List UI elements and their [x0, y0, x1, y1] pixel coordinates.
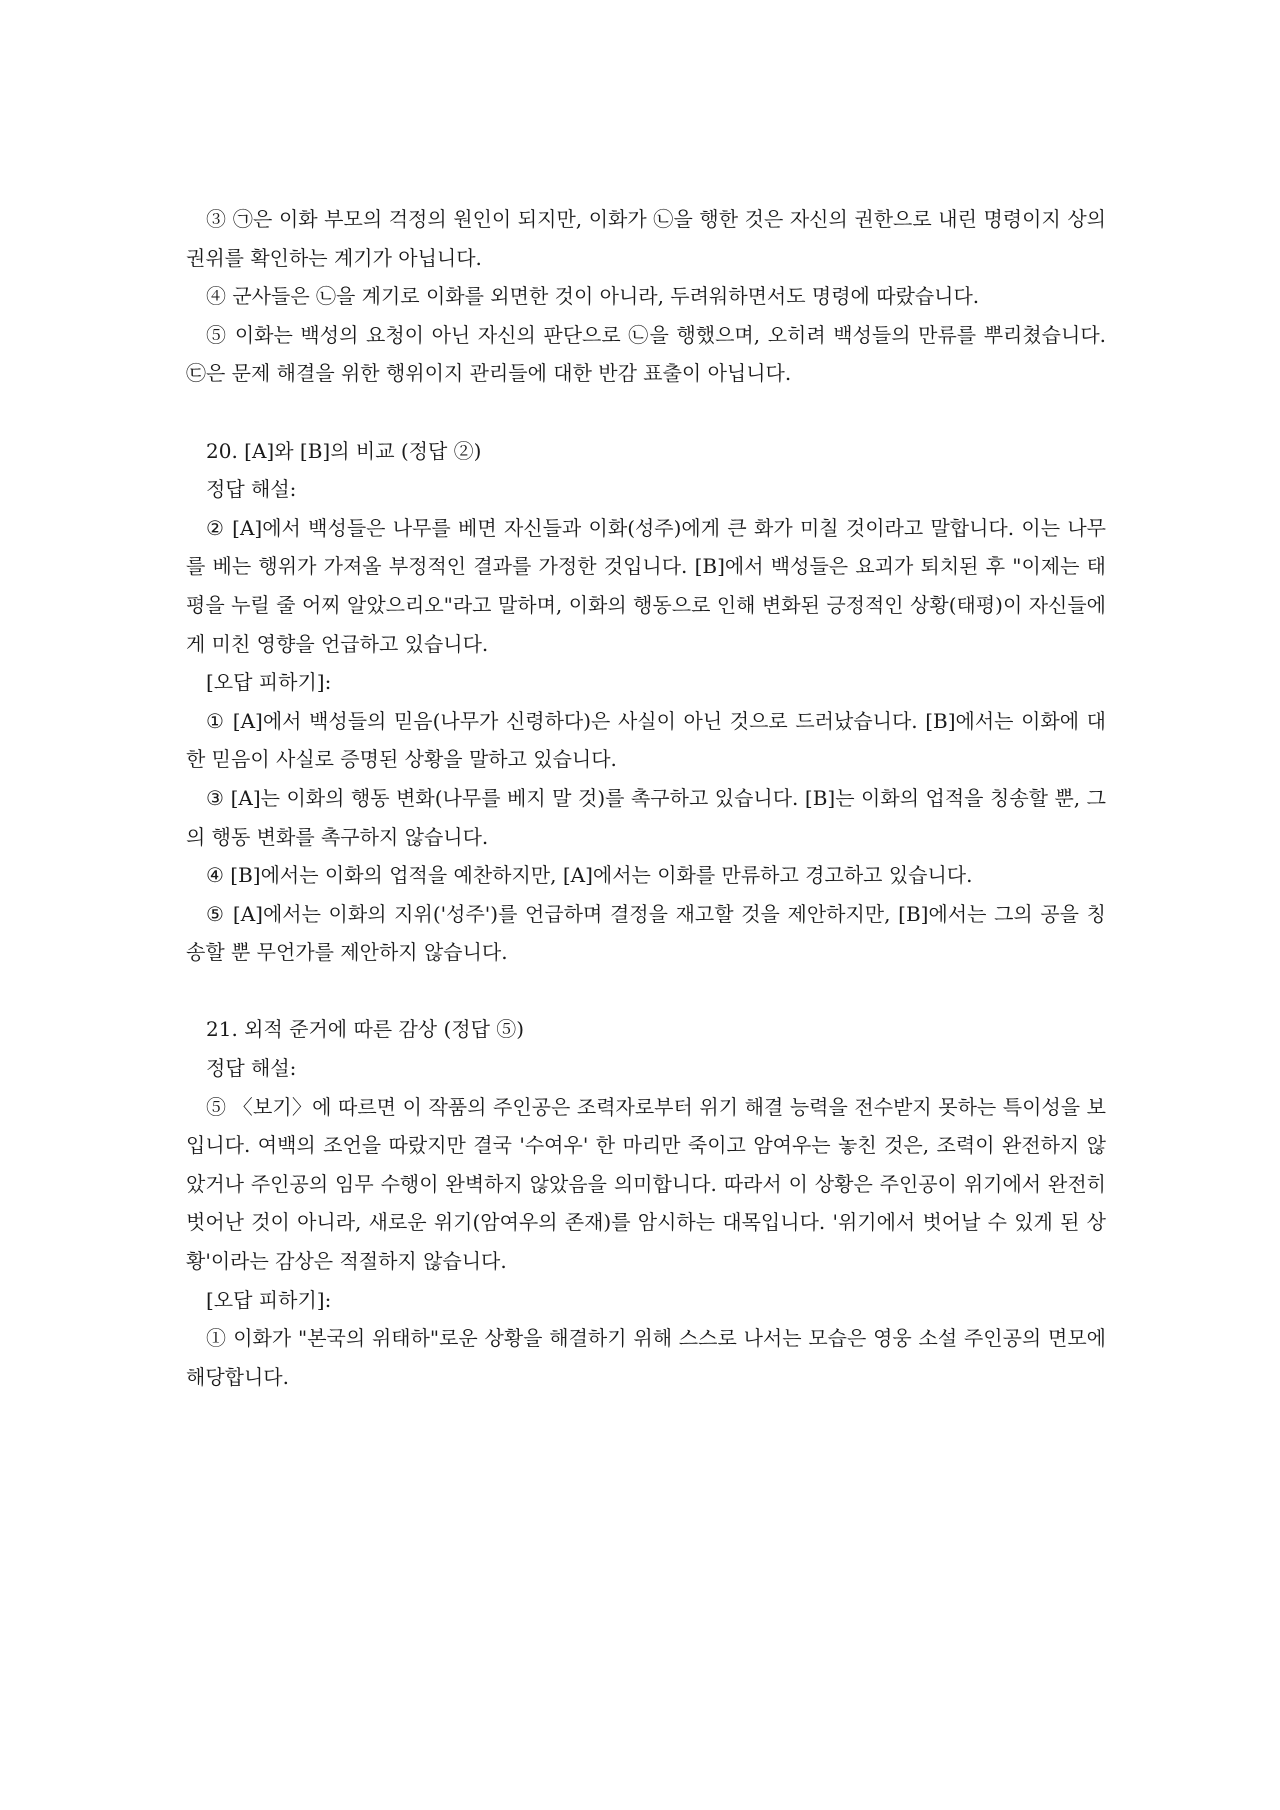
correct-answer-explanation: ⑤ 〈보기〉에 따르면 이 작품의 주인공은 조력자로부터 위기 해결 능력을 전수받지 못하는 특이성을 보입니다. 여백의 조언을 따랐지만 결국 '수여우' 한 마리만 죽이고 암여우는 놓친 것은, 조력이 완전하지 않았거나 주인공의 임무 수행이 완벽하지 않았음을 의미합니다. 따라서 이 상황은 주인공이 위기에서 완전히 벗어난 것이 아니라, 새로운 위기(암여우의 존재)를 암시하는 대목입니다. '위기에서 벗어날 수 있게 된 상황'이라는 감상은 적절하지 않습니다. [186, 1094, 1106, 1274]
document-page [186, 200, 1106, 1396]
wrong-answers-label: [오답 피하기]: [206, 670, 332, 695]
question-20-heading: 20. [A]와 [B]의 비교 (정답 ②) [206, 438, 482, 463]
correct-answer-explanation: ② [A]에서 백성들은 나무를 베면 자신들과 이화(성주)에게 큰 화가 미칠 것이라고 말합니다. 이는 나무를 베는 행위가 가져올 부정적인 결과를 가정한 것입니다. [B]에서 백성들은 요괴가 퇴치된 후 "이제는 태평을 누릴 줄 어찌 알았으리오"라고 말하며, 이화의 행동으로 인해 변화된 긍정적인 상황(태평)이 자신들에게 미친 영향을 언급하고 있습니다. [186, 515, 1106, 656]
question-21-heading: 21. 외적 준거에 따른 감상 (정답 ⑤) [206, 1017, 525, 1042]
wrong-answer-5: ⑤ [A]에서는 이화의 지위('성주')를 언급하며 결정을 재고할 것을 제안하지만, [B]에서는 그의 공을 칭송할 뿐 무언가를 제안하지 않습니다. [186, 901, 1106, 965]
wrong-answer-4: ④ [B]에서는 이화의 업적을 예찬하지만, [A]에서는 이화를 만류하고 경고하고 있습니다. [206, 863, 973, 888]
wrong-answer-3: ③ [A]는 이화의 행동 변화(나무를 베지 말 것)를 촉구하고 있습니다. [B]는 이화의 업적을 칭송할 뿐, 그의 행동 변화를 촉구하지 않습니다. [186, 785, 1106, 849]
wrong-answer-1: ① [A]에서 백성들의 믿음(나무가 신령하다)은 사실이 아닌 것으로 드러났습니다. [B]에서는 이화에 대한 믿음이 사실로 증명된 상황을 말하고 있습니다. [186, 708, 1106, 772]
correct-answer-label: 정답 해설: [206, 477, 297, 502]
answer-5-paragraph: ⑤ 이화는 백성의 요청이 아닌 자신의 판단으로 ㉡을 행했으며, 오히려 백성들의 만류를 뿌리쳤습니다. ㉢은 문제 해결을 위한 행위이지 관리들에 대한 반감 표출이 아닙니다. [186, 322, 1106, 386]
wrong-answer-1: ① 이화가 "본국의 위태하"로운 상황을 해결하기 위해 스스로 나서는 모습은 영웅 소설 주인공의 면모에 해당합니다. [186, 1326, 1106, 1389]
wrong-answers-label: [오답 피하기]: [206, 1287, 332, 1312]
answer-3-paragraph: ③ ㉠은 이화 부모의 걱정의 원인이 되지만, 이화가 ㉡을 행한 것은 자신의 권한으로 내린 명령이지 상의 권위를 확인하는 계기가 아닙니다. [186, 207, 1106, 270]
correct-answer-label: 정답 해설: [206, 1056, 297, 1081]
answer-4-paragraph: ④ 군사들은 ㉡을 계기로 이화를 외면한 것이 아니라, 두려워하면서도 명령에 따랐습니다. [206, 284, 980, 309]
